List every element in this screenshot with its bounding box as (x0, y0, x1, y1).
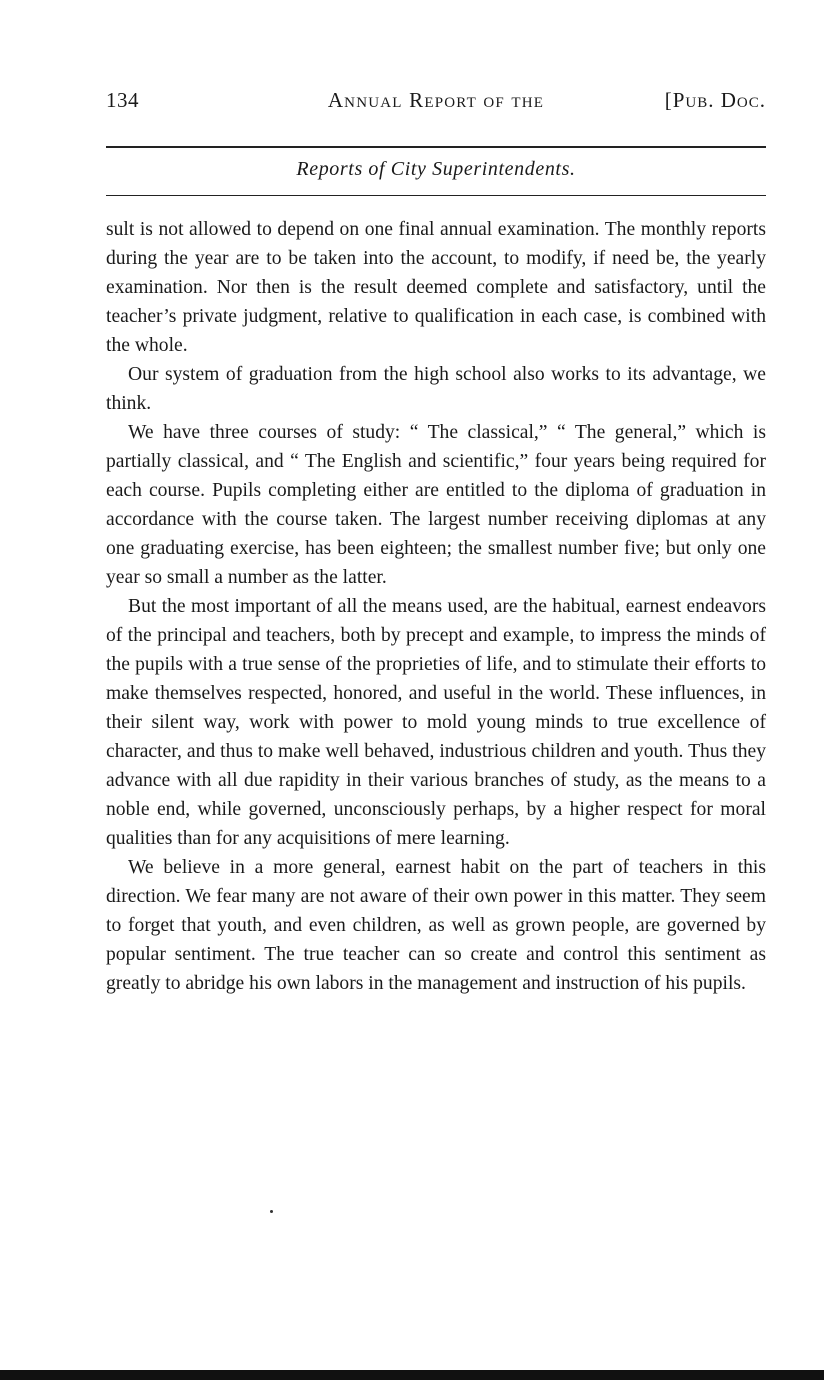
section-title: Reports of City Superintendents. (296, 158, 576, 180)
paragraph: sult is not allowed to depend on one final annual examination. The monthly reports during the year are to be taken into the account, to modify, if need be, the yearly examination. Nor then is the result deemed complete and satisfactory, until the teacher’s private judgment, relative to qualification in each case, is combined with the whole. (106, 219, 766, 356)
body-text (106, 215, 766, 998)
page-number: 134 (106, 88, 139, 112)
running-title: Annual Report of the (327, 88, 545, 112)
header-rule-bottom (106, 195, 766, 196)
paragraph: Our system of graduation from the high school also works to its advantage, we think. (106, 364, 766, 414)
ink-speck (270, 1210, 273, 1213)
paragraph: But the most important of all the means used, are the habitual, earnest endeavors of the principal and teachers, both by precept and example, to impress the minds of the pupils with a true sense of the proprieties of life, and to stimulate their efforts to make themselves respected, honored, and useful in the world. These influences, in their silent way, work with power to mold young minds to true excellence of character, and thus to make well behaved, industrious children and youth. Thus they advance with all due rapidity in their various branches of study, as the means to a noble end, while governed, unconsciously perhaps, by a higher respect for moral qualities than for any acquisitions of mere learning. (106, 596, 766, 849)
document-reference: [Pub. Doc. (664, 88, 766, 112)
scan-edge-bar (0, 1370, 824, 1380)
page-header (106, 88, 766, 118)
paragraph: We have three courses of study: “ The classical,” “ The general,” which is partially classical, and “ The English and scientific,” four years being required for each course. Pupils completing either are entitled to the diploma of graduation in accordance with the course taken. The largest number receiving diplomas at any one graduating exercise, has been eighteen; the smallest number five; but only one year so small a number as the latter. (106, 422, 766, 588)
paragraph: We believe in a more general, earnest habit on the part of teachers in this direction. We fear many are not aware of their own power in this matter. They seem to forget that youth, and even children, as well as grown people, are governed by popular sentiment. The true teacher can so create and control this sentiment as greatly to abridge his own labors in the management and instruction of his pupils. (106, 857, 766, 994)
header-rule-top (106, 146, 766, 148)
